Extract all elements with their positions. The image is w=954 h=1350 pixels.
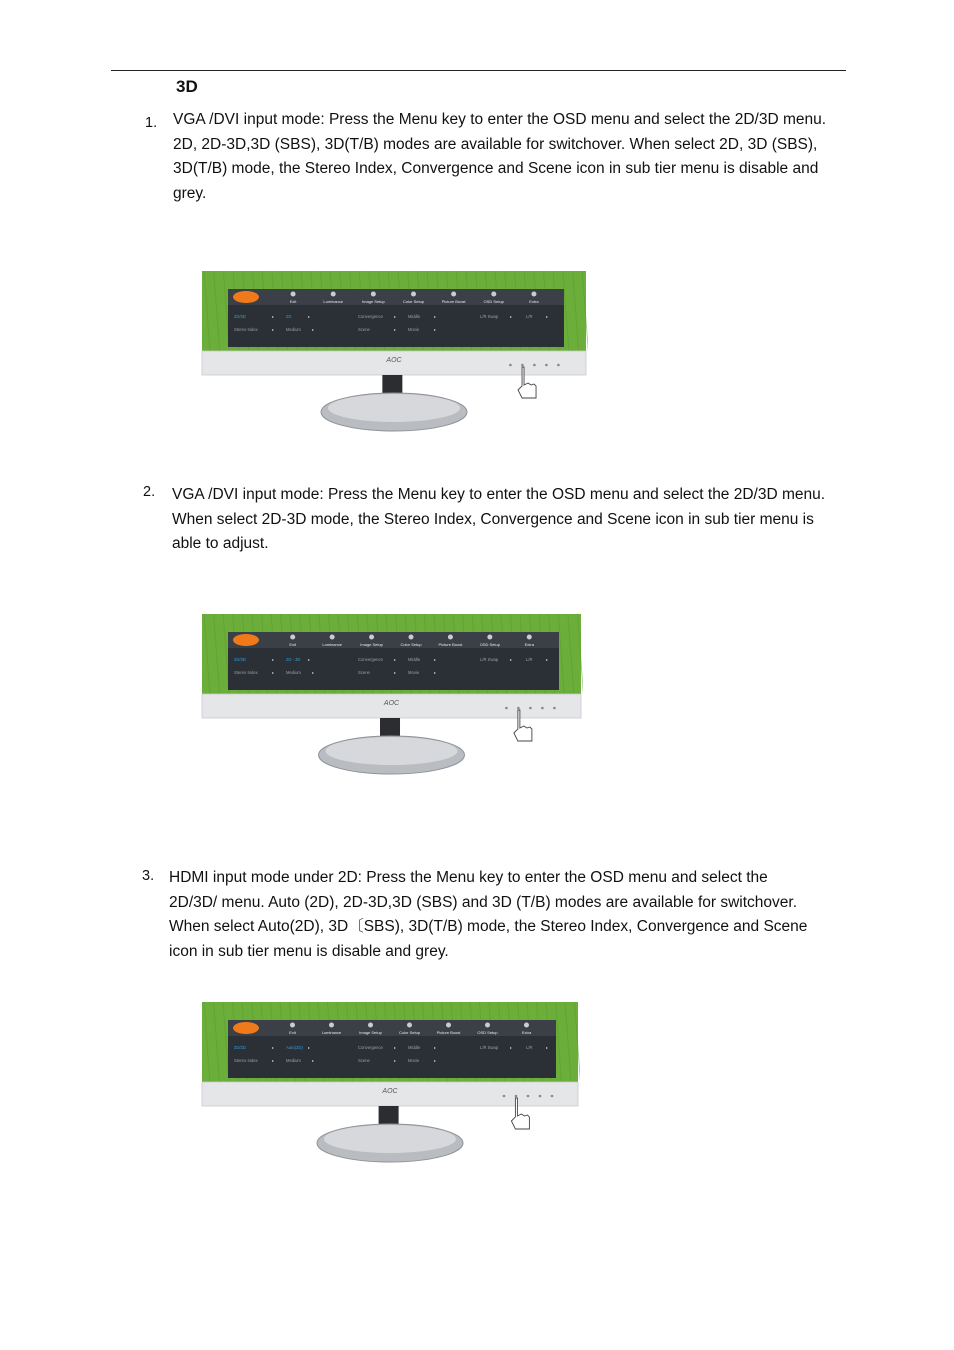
osd-tab-icon (290, 635, 295, 640)
osd-tab-icon (491, 292, 496, 297)
osd-arrow-icon: ▸ (546, 657, 549, 662)
osd-item-value: L/R (526, 657, 533, 662)
bezel-button-icon (545, 364, 548, 367)
osd-arrow-icon: ▸ (434, 670, 437, 675)
osd-tab-icon (368, 1023, 373, 1028)
monitor-logo: AOC (383, 700, 400, 707)
bezel-button-icon (539, 1095, 542, 1098)
osd-tab-icon (330, 635, 335, 640)
osd-arrow-icon: ▸ (394, 1058, 397, 1063)
osd-arrow-icon: ▸ (308, 657, 311, 662)
osd-tab-label: Picture Boost (438, 642, 463, 647)
osd-arrow-icon: ▸ (394, 1045, 397, 1050)
monitor-image (200, 1002, 580, 1164)
osd-item-value: Middle (408, 657, 421, 662)
section-title: 3D (176, 77, 198, 96)
osd-item-value: Movie (408, 670, 420, 675)
bezel-button-icon (551, 1095, 554, 1098)
osd-item-value: Medium (286, 327, 301, 332)
osd-tab-bar (228, 289, 564, 305)
osd-item-label: Scene (358, 327, 370, 332)
osd-tab-icon (331, 292, 336, 297)
item-text: VGA /DVI input mode: Press the Menu key to enter the OSD menu and select the 2D/3D menu. When select 2D-3D mode, the Stereo Index, Convergence and Scene icon in sub tier menu is able to adjust. (172, 486, 826, 552)
osd-arrow-icon: ▸ (434, 314, 437, 319)
osd-tab-icon (527, 635, 532, 640)
header-rule (111, 70, 846, 71)
osd-tab-icon (291, 292, 296, 297)
osd-item-value: Auto(2D) (286, 1045, 303, 1050)
osd-tab-icon (329, 1023, 334, 1028)
osd-arrow-icon: ▸ (546, 314, 549, 319)
osd-tab-icon (485, 1023, 490, 1028)
osd-arrow-icon: ▸ (394, 327, 397, 332)
osd-arrow-icon: ▸ (272, 327, 275, 332)
osd-item-label: Convergence (358, 314, 383, 319)
osd-tab-label: OSD Setup (479, 642, 500, 647)
osd-tab-bar (228, 632, 559, 648)
osd-arrow-icon: ▸ (434, 1045, 437, 1050)
osd-arrow-icon: ▸ (308, 314, 311, 319)
item-text: VGA /DVI input mode: Press the Menu key to enter the OSD menu and select the 2D/3D menu. 2D, 2D-3D,3D (SBS), 3D(T/B) modes are available for switchover. When select 2D, 3D (SBS), 3D(T/B) mode, the Stereo Index, Convergence and Scene icon in sub tier menu is disable and grey. (173, 111, 827, 202)
osd-item-label: 2D/3D (234, 1045, 246, 1050)
osd-item-label: 2D/3D (234, 657, 246, 662)
osd-tab-label: Picture Boost (441, 299, 466, 304)
bezel-button-icon (517, 707, 520, 710)
bezel-button-icon (529, 707, 532, 710)
monitor-logo: AOC (382, 1088, 398, 1095)
osd-item-label: L/R Swap (480, 314, 499, 319)
osd-tab-icon (407, 1023, 412, 1028)
osd-tab-icon (369, 635, 374, 640)
bezel-button-icon (533, 364, 536, 367)
osd-item-label: Scene (358, 670, 370, 675)
osd-arrow-icon: ▸ (394, 670, 397, 675)
osd-tab-label: Luminance (323, 299, 344, 304)
item-number: 1. (145, 115, 158, 131)
stand-base-top (324, 1125, 456, 1153)
stand-base-top (328, 394, 460, 422)
osd-tab-label: Image Setup (360, 642, 383, 647)
bezel-button-icon (515, 1095, 518, 1098)
osd-tab-label: OSD Setup (477, 1030, 498, 1035)
osd-tab-icon (409, 635, 414, 640)
osd-arrow-icon: ▸ (434, 657, 437, 662)
bezel-button-icon (527, 1095, 530, 1098)
osd-arrow-icon: ▸ (272, 657, 275, 662)
osd-3d-logo (233, 291, 259, 303)
osd-arrow-icon: ▸ (312, 327, 315, 332)
bezel-button-icon (541, 707, 544, 710)
bezel-button-icon (509, 364, 512, 367)
stand-base-top (326, 737, 458, 765)
osd-tab-icon (446, 1023, 451, 1028)
monitor-illustration (200, 614, 583, 776)
bezel-button-icon (521, 364, 524, 367)
bezel-button-icon (505, 707, 508, 710)
item-number: 2. (143, 484, 156, 500)
osd-arrow-icon: ▸ (272, 1058, 275, 1063)
osd-arrow-icon: ▸ (510, 1045, 513, 1050)
osd-arrow-icon: ▸ (434, 1058, 437, 1063)
osd-tab-label: Extra (521, 1030, 532, 1035)
osd-tab-icon (448, 635, 453, 640)
osd-tab-label: Color Setup (400, 642, 422, 647)
osd-tab-bar (228, 1020, 556, 1036)
bezel-button-icon (557, 364, 560, 367)
osd-item-label: Stereo Index (234, 1058, 258, 1063)
osd-tab-label: Extra (524, 642, 534, 647)
osd-item-label: Stereo Index (234, 670, 258, 675)
osd-tab-label: Luminance (322, 642, 342, 647)
osd-item-label: L/R Swap (480, 1045, 499, 1050)
osd-item-value: Movie (408, 1058, 420, 1063)
osd-3d-logo (233, 634, 259, 646)
osd-arrow-icon: ▸ (272, 314, 275, 319)
osd-tab-icon (371, 292, 376, 297)
monitor-image (200, 271, 588, 435)
osd-tab-label: Image Setup (362, 299, 385, 304)
osd-tab-label: OSD Setup (483, 299, 504, 304)
monitor-illustration (200, 271, 588, 435)
osd-item-label: Scene (358, 1058, 370, 1063)
osd-tab-label: Exit (289, 642, 297, 647)
osd-arrow-icon: ▸ (510, 314, 513, 319)
osd-item-label: 2D/3D (234, 314, 246, 319)
osd-tab-icon (290, 1023, 295, 1028)
osd-tab-label: Color Setup (398, 1030, 421, 1035)
osd-tab-icon (411, 292, 416, 297)
item-number: 3. (142, 868, 155, 884)
osd-arrow-icon: ▸ (546, 1045, 549, 1050)
osd-item-label: L/R Swap (480, 657, 499, 662)
monitor-image (200, 614, 583, 776)
osd-item-value: 2D (286, 314, 292, 319)
osd-arrow-icon: ▸ (312, 670, 315, 675)
osd-arrow-icon: ▸ (434, 327, 437, 332)
osd-tab-label: Exit (289, 299, 297, 304)
osd-item-value: 2D - 3D (286, 657, 301, 662)
osd-arrow-icon: ▸ (272, 1045, 275, 1050)
osd-arrow-icon: ▸ (308, 1045, 311, 1050)
osd-tab-label: Color Setup (402, 299, 425, 304)
osd-tab-icon (487, 635, 492, 640)
osd-item-value: Movie (408, 327, 420, 332)
osd-item-label: Convergence (358, 657, 383, 662)
osd-tab-label: Luminance (321, 1030, 342, 1035)
osd-arrow-icon: ▸ (394, 657, 397, 662)
osd-tab-icon (531, 292, 536, 297)
osd-item-label: Stereo Index (234, 327, 258, 332)
osd-arrow-icon: ▸ (272, 670, 275, 675)
monitor-illustration (200, 1002, 580, 1164)
osd-item-value: Middle (408, 314, 421, 319)
bezel-button-icon (553, 707, 556, 710)
osd-tab-label: Picture Boost (436, 1030, 461, 1035)
osd-tab-label: Exit (289, 1030, 296, 1035)
osd-tab-icon (451, 292, 456, 297)
bezel-button-icon (503, 1095, 506, 1098)
osd-item-value: L/R (526, 1045, 533, 1050)
monitor-logo: AOC (386, 357, 402, 364)
osd-arrow-icon: ▸ (510, 657, 513, 662)
osd-item-value: L/R (526, 314, 533, 319)
item-text: HDMI input mode under 2D: Press the Menu key to enter the OSD menu and select the 2D/3D/ menu. Auto (2D), 2D-3D,3D (SBS) and 3D (T/B) modes are available for switchover. When select Auto(2D), 3D〔SBS), 3D(T/B) mode, the Stereo Index, Convergence and Scene icon in sub tier menu is disable and grey. (169, 869, 808, 960)
osd-item-label: Convergence (358, 1045, 383, 1050)
osd-arrow-icon: ▸ (394, 314, 397, 319)
osd-tab-label: Extra (529, 299, 539, 304)
osd-tab-icon (524, 1023, 529, 1028)
osd-item-value: Middle (408, 1045, 421, 1050)
osd-item-value: Medium (286, 670, 301, 675)
osd-3d-logo (233, 1022, 259, 1034)
osd-arrow-icon: ▸ (312, 1058, 315, 1063)
osd-tab-label: Image Setup (359, 1030, 382, 1035)
osd-item-value: Medium (286, 1058, 301, 1063)
